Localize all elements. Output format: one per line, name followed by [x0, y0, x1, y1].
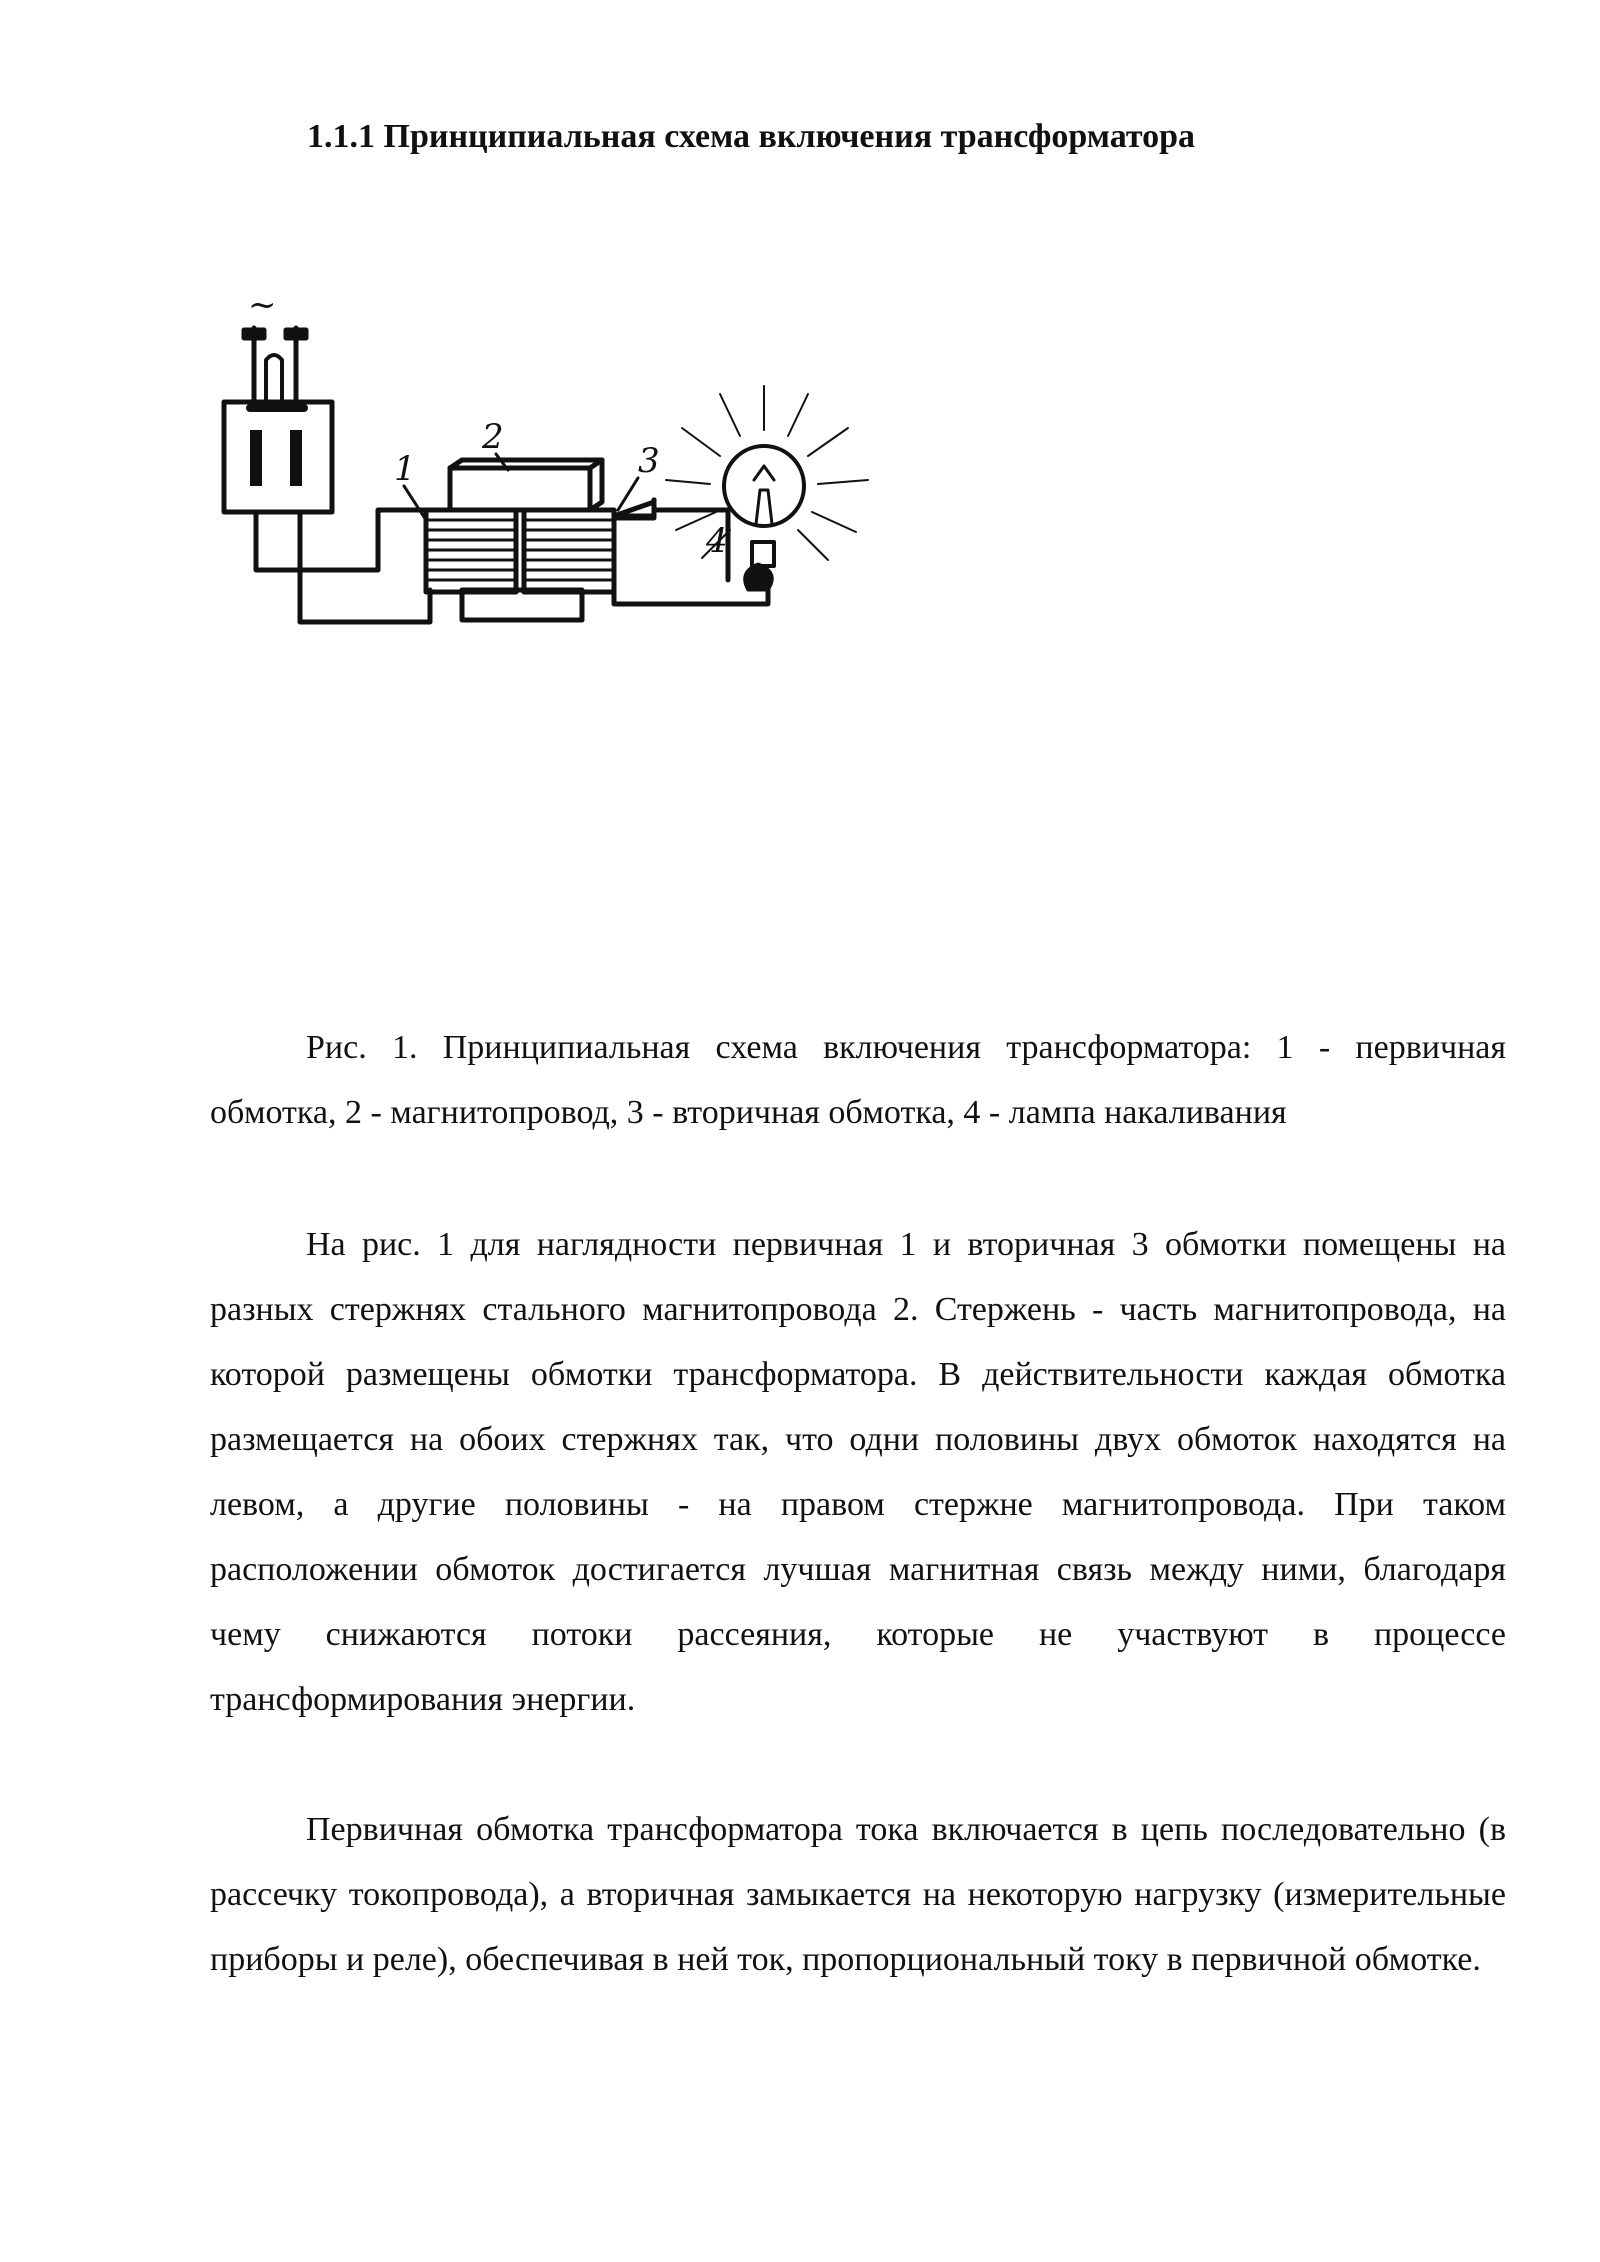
incandescent-lamp	[724, 446, 804, 590]
supply-terminals	[244, 328, 306, 408]
transformer-circuit-figure	[208, 290, 888, 630]
transformer-circuit-diagram	[208, 290, 888, 630]
leader-1	[404, 486, 426, 520]
lamp-light-rays	[666, 386, 868, 560]
figure-caption: Рис. 1. Принципиальная схема включения трансформатора: 1 - первичная обмотка, 2 - магнитопровод, 3 - вторичная обмотка, 4 - лампа накаливания	[210, 1029, 1506, 1131]
knife-switch	[224, 355, 332, 512]
label-lamp: 4	[706, 521, 728, 561]
primary-winding	[426, 510, 516, 592]
section-heading-text: 1.1.1 Принципиальная схема включения трансформатора	[307, 118, 1195, 155]
label-primary-winding: 1	[394, 449, 416, 489]
body-paragraph-2: Первичная обмотка трансформатора тока включается в цепь последовательно (в рассечку токопровода), а вторичная замыкается на некоторую нагрузку (измерительные приборы и реле), обеспечивая в ней ток, пропорциональный току в первичной обмотке.	[210, 1811, 1506, 1978]
leader-3	[618, 478, 638, 510]
primary-circuit-wires	[256, 510, 430, 622]
ac-source-label: ~	[248, 290, 277, 325]
secondary-winding	[524, 510, 614, 592]
secondary-circuit-wires	[614, 500, 768, 604]
label-secondary-winding: 3	[638, 441, 660, 481]
body-paragraph-1: На рис. 1 для наглядности первичная 1 и вторичная 3 обмотки помещены на разных стержнях стального магнитопровода 2. Стержень - часть магнитопровода, на которой размещены обмотки трансформатора. В действительности каждая обмотка размещается на обоих стержнях так, что одни половины двух обмоток находятся на левом, а другие половины - на правом стержне магнитопровода. При таком расположении обмоток достигается лучшая магнитная связь между ними, благодаря чему снижаются потоки рассеяния, которые не участвуют в процессе трансформирования энергии.	[210, 1226, 1506, 1718]
label-core: 2	[482, 417, 504, 457]
